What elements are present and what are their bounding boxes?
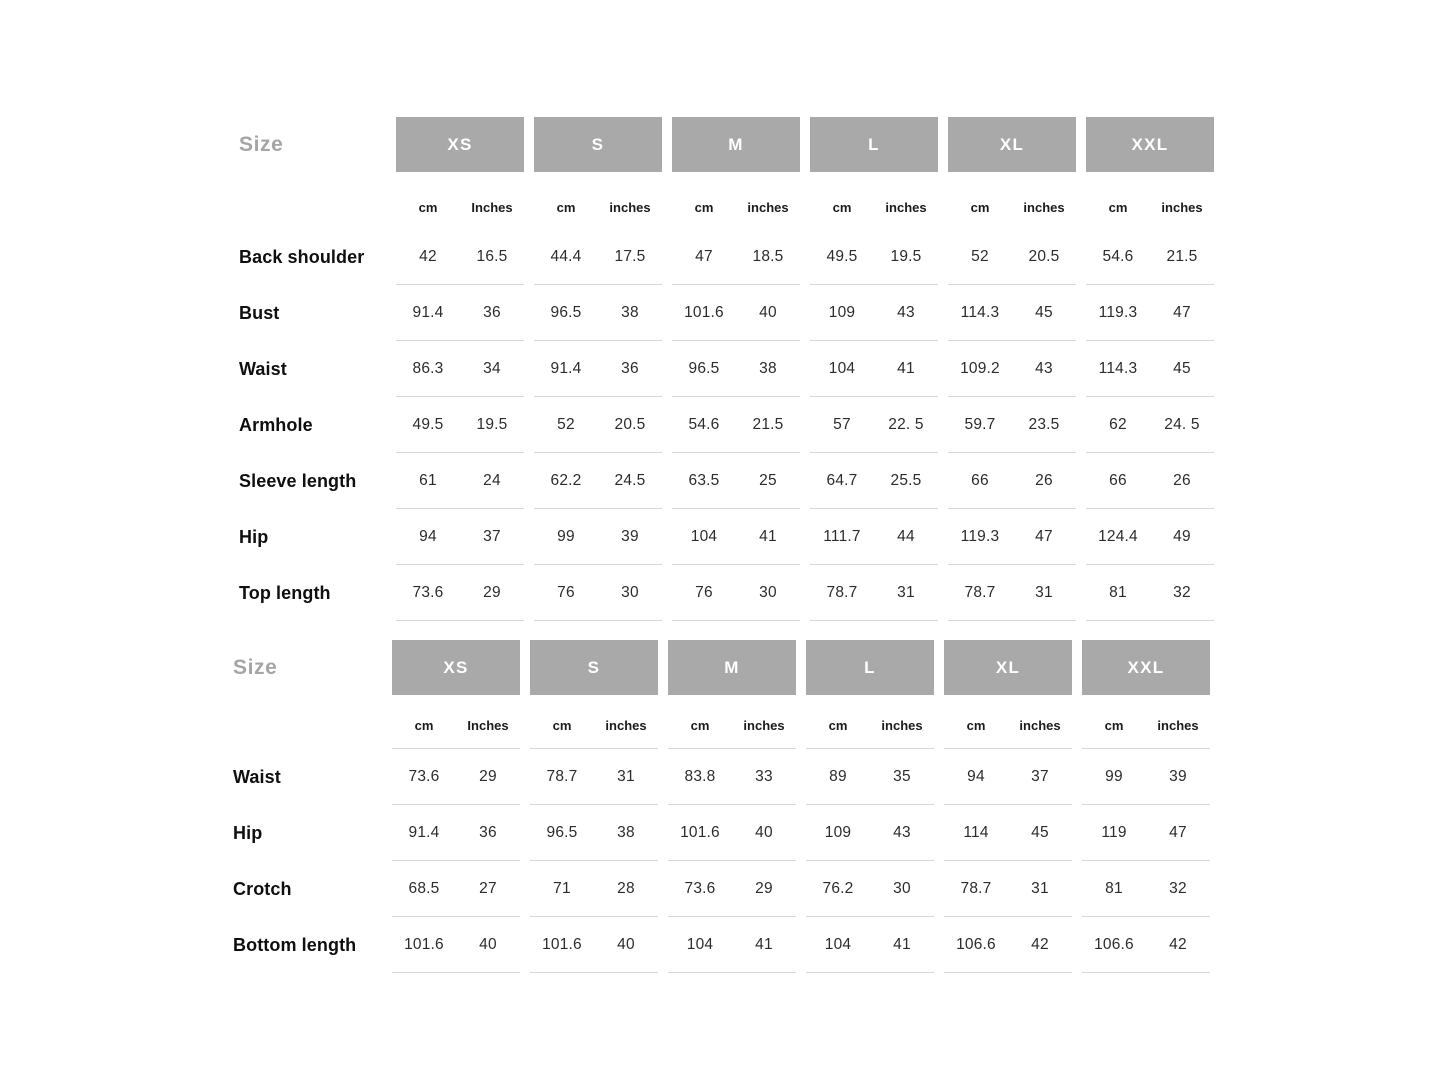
cm-value: 106.6 xyxy=(956,935,996,953)
cm-value: 52 xyxy=(971,247,989,265)
cm-unit-label: cm xyxy=(828,718,848,733)
size-group-l xyxy=(806,861,934,917)
size-header-xxl: XXL xyxy=(1082,640,1210,695)
size-group-xxl xyxy=(1086,453,1214,509)
size-header-xs: XS xyxy=(396,117,524,172)
size-title-cell xyxy=(0,640,392,695)
inches-unit-label: inches xyxy=(747,200,789,215)
cm-value: 73.6 xyxy=(408,767,440,785)
inches-value: 41 xyxy=(893,935,911,953)
cm-value: 99 xyxy=(1105,767,1123,785)
size-group-xl xyxy=(948,285,1076,341)
size-group-xs xyxy=(396,509,524,565)
row-label-cell xyxy=(0,805,392,861)
size-group-s xyxy=(534,229,662,285)
size-group-xl xyxy=(948,229,1076,285)
cm-value: 78.7 xyxy=(960,879,992,897)
table-row xyxy=(0,341,1445,397)
inches-value: 45 xyxy=(1173,359,1191,377)
size-group-s xyxy=(534,509,662,565)
inches-value: 45 xyxy=(1035,303,1053,321)
size-group-xxl xyxy=(1082,749,1210,805)
measurement-label: Back shoulder xyxy=(239,246,365,267)
cm-value: 78.7 xyxy=(546,767,578,785)
inches-value: 42 xyxy=(1031,935,1049,953)
unit-group-l xyxy=(810,172,938,229)
inches-value: 19.5 xyxy=(476,415,508,433)
size-group-xs xyxy=(396,565,524,621)
unit-group-xs xyxy=(396,172,524,229)
size-group-l xyxy=(810,285,938,341)
unit-group-m xyxy=(672,172,800,229)
cm-value: 49.5 xyxy=(412,415,444,433)
row-label-cell xyxy=(0,229,396,285)
inches-value: 32 xyxy=(1169,879,1187,897)
inches-value: 42 xyxy=(1169,935,1187,953)
measurement-label: Bust xyxy=(239,302,280,323)
inches-value: 20.5 xyxy=(1028,247,1060,265)
table-row xyxy=(0,229,1445,285)
table-row xyxy=(0,397,1445,453)
cm-value: 54.6 xyxy=(1102,247,1134,265)
cm-unit-label: cm xyxy=(1104,718,1124,733)
inches-value: 31 xyxy=(1035,583,1053,601)
inches-value: 40 xyxy=(617,935,635,953)
inches-unit-label: inches xyxy=(885,200,927,215)
row-label-cell xyxy=(0,397,396,453)
cm-value: 61 xyxy=(419,471,437,489)
size-group-s xyxy=(530,917,658,973)
size-group-m xyxy=(672,229,800,285)
size-group-xs xyxy=(392,917,520,973)
inches-value: 41 xyxy=(897,359,915,377)
cm-value: 106.6 xyxy=(1094,935,1134,953)
cm-value: 81 xyxy=(1109,583,1127,601)
inches-value: 36 xyxy=(479,823,497,841)
size-group-xs xyxy=(396,453,524,509)
inches-value: 31 xyxy=(1031,879,1049,897)
inches-unit-label: Inches xyxy=(471,200,513,215)
inches-value: 40 xyxy=(755,823,773,841)
cm-unit-label: cm xyxy=(418,200,438,215)
inches-unit-label: inches xyxy=(743,718,785,733)
measurement-label: Waist xyxy=(239,358,287,379)
cm-value: 119.3 xyxy=(1098,303,1138,321)
cm-value: 63.5 xyxy=(688,471,720,489)
size-group-m xyxy=(672,397,800,453)
cm-unit-label: cm xyxy=(552,718,572,733)
cm-value: 81 xyxy=(1105,879,1123,897)
unit-group-xl xyxy=(948,172,1076,229)
size-group-xl xyxy=(944,805,1072,861)
size-group-xs xyxy=(392,749,520,805)
cm-value: 114 xyxy=(963,823,989,841)
inches-unit-label: inches xyxy=(1157,718,1199,733)
cm-value: 94 xyxy=(419,527,437,545)
cm-value: 73.6 xyxy=(684,879,716,897)
size-group-s xyxy=(530,749,658,805)
inches-unit-label: inches xyxy=(1161,200,1203,215)
size-group-xs xyxy=(392,805,520,861)
cm-value: 71 xyxy=(553,879,571,897)
inches-value: 17.5 xyxy=(614,247,646,265)
cm-value: 111.7 xyxy=(823,527,861,545)
inches-unit-label: inches xyxy=(1019,718,1061,733)
size-header-xxl: XXL xyxy=(1086,117,1214,172)
size-group-xxl xyxy=(1086,565,1214,621)
size-column-title: Size xyxy=(233,655,278,679)
inches-value: 21.5 xyxy=(1166,247,1198,265)
size-group-m xyxy=(672,565,800,621)
inches-value: 43 xyxy=(893,823,911,841)
tops-size-table xyxy=(0,117,1445,621)
inches-value: 41 xyxy=(759,527,777,545)
units-row xyxy=(0,695,1445,749)
cm-value: 62 xyxy=(1109,415,1127,433)
inches-value: 47 xyxy=(1173,303,1191,321)
cm-value: 96.5 xyxy=(550,303,582,321)
size-group-m xyxy=(672,285,800,341)
cm-value: 76 xyxy=(557,583,575,601)
inches-value: 30 xyxy=(893,879,911,897)
measurement-label: Top length xyxy=(239,582,331,603)
cm-value: 104 xyxy=(690,527,718,545)
cm-unit-label: cm xyxy=(966,718,986,733)
cm-value: 91.4 xyxy=(550,359,582,377)
size-group-xl xyxy=(948,341,1076,397)
inches-value: 38 xyxy=(617,823,635,841)
cm-value: 64.7 xyxy=(826,471,858,489)
size-group-xxl xyxy=(1082,917,1210,973)
inches-value: 44 xyxy=(897,527,915,545)
inches-value: 47 xyxy=(1169,823,1187,841)
size-group-xl xyxy=(944,917,1072,973)
cm-value: 109.2 xyxy=(960,359,1000,377)
size-group-xl xyxy=(944,749,1072,805)
inches-value: 47 xyxy=(1035,527,1053,545)
size-group-s xyxy=(530,861,658,917)
size-group-xl xyxy=(948,565,1076,621)
cm-value: 91.4 xyxy=(408,823,440,841)
inches-unit-label: inches xyxy=(881,718,923,733)
cm-unit-label: cm xyxy=(832,200,852,215)
table-row xyxy=(0,861,1445,917)
unit-group-xs xyxy=(392,695,520,749)
cm-value: 114.3 xyxy=(960,303,1000,321)
inches-unit-label: inches xyxy=(605,718,647,733)
inches-value: 34 xyxy=(483,359,501,377)
inches-value: 40 xyxy=(479,935,497,953)
size-group-m xyxy=(668,749,796,805)
cm-value: 109 xyxy=(828,303,856,321)
inches-value: 43 xyxy=(1035,359,1053,377)
cm-value: 101.6 xyxy=(680,823,720,841)
size-group-xxl xyxy=(1086,509,1214,565)
cm-unit-label: cm xyxy=(690,718,710,733)
inches-value: 32 xyxy=(1173,583,1191,601)
inches-unit-label: inches xyxy=(609,200,651,215)
measurement-label: Crotch xyxy=(233,878,292,899)
size-group-m xyxy=(668,861,796,917)
unit-group-xl xyxy=(944,695,1072,749)
size-header-m: M xyxy=(668,640,796,695)
size-header-row xyxy=(0,640,1445,695)
size-group-xs xyxy=(396,341,524,397)
cm-value: 119.3 xyxy=(960,527,1000,545)
inches-value: 24 xyxy=(483,471,501,489)
cm-value: 101.6 xyxy=(542,935,582,953)
row-label-cell xyxy=(0,509,396,565)
size-header-m: M xyxy=(672,117,800,172)
cm-value: 76 xyxy=(695,583,713,601)
cm-value: 104 xyxy=(686,935,714,953)
size-group-s xyxy=(534,397,662,453)
unit-group-xxl xyxy=(1082,695,1210,749)
size-group-l xyxy=(806,917,934,973)
cm-value: 114.3 xyxy=(1098,359,1138,377)
table-row xyxy=(0,749,1445,805)
inches-value: 25.5 xyxy=(890,471,922,489)
inches-value: 24.5 xyxy=(614,471,646,489)
cm-value: 78.7 xyxy=(826,583,858,601)
inches-value: 21.5 xyxy=(752,415,784,433)
unit-group-s xyxy=(534,172,662,229)
size-header-s: S xyxy=(530,640,658,695)
cm-value: 44.4 xyxy=(550,247,582,265)
size-header-xs: XS xyxy=(392,640,520,695)
cm-value: 59.7 xyxy=(964,415,996,433)
size-group-l xyxy=(810,229,938,285)
cm-value: 83.8 xyxy=(684,767,716,785)
measurement-label: Hip xyxy=(233,822,263,843)
cm-value: 76.2 xyxy=(822,879,854,897)
cm-value: 78.7 xyxy=(964,583,996,601)
cm-value: 42 xyxy=(419,247,437,265)
size-group-xl xyxy=(948,453,1076,509)
inches-value: 31 xyxy=(897,583,915,601)
inches-value: 18.5 xyxy=(752,247,784,265)
inches-value: 24. 5 xyxy=(1164,415,1200,433)
size-group-xs xyxy=(396,397,524,453)
inches-value: 39 xyxy=(621,527,639,545)
cm-value: 104 xyxy=(828,359,856,377)
cm-unit-label: cm xyxy=(694,200,714,215)
size-group-xl xyxy=(944,861,1072,917)
table-row xyxy=(0,453,1445,509)
size-group-m xyxy=(672,453,800,509)
inches-value: 25 xyxy=(759,471,777,489)
inches-unit-label: Inches xyxy=(467,718,509,733)
size-title-cell xyxy=(0,117,396,172)
size-group-s xyxy=(534,285,662,341)
cm-value: 52 xyxy=(557,415,575,433)
cm-value: 109 xyxy=(824,823,852,841)
size-column-title: Size xyxy=(239,132,284,156)
size-group-xxl xyxy=(1086,341,1214,397)
inches-value: 26 xyxy=(1035,471,1053,489)
row-label-cell xyxy=(0,565,396,621)
row-label-cell xyxy=(0,453,396,509)
units-row-spacer xyxy=(0,695,392,749)
size-group-m xyxy=(668,805,796,861)
row-label-cell xyxy=(0,285,396,341)
size-group-xl xyxy=(948,397,1076,453)
inches-value: 19.5 xyxy=(890,247,922,265)
inches-value: 40 xyxy=(759,303,777,321)
size-group-l xyxy=(806,749,934,805)
cm-value: 99 xyxy=(557,527,575,545)
unit-group-s xyxy=(530,695,658,749)
inches-value: 28 xyxy=(617,879,635,897)
size-group-xxl xyxy=(1086,397,1214,453)
cm-unit-label: cm xyxy=(1108,200,1128,215)
size-header-row xyxy=(0,117,1445,172)
measurement-label: Bottom length xyxy=(233,934,357,955)
inches-value: 27 xyxy=(479,879,497,897)
inches-value: 31 xyxy=(617,767,635,785)
cm-value: 66 xyxy=(971,471,989,489)
size-group-xs xyxy=(392,861,520,917)
cm-value: 101.6 xyxy=(404,935,444,953)
size-group-m xyxy=(672,509,800,565)
measurement-label: Sleeve length xyxy=(239,470,357,491)
units-row-spacer xyxy=(0,172,396,229)
size-group-l xyxy=(810,453,938,509)
cm-value: 104 xyxy=(824,935,852,953)
cm-value: 94 xyxy=(967,767,985,785)
cm-value: 86.3 xyxy=(412,359,444,377)
measurement-label: Waist xyxy=(233,766,281,787)
cm-value: 73.6 xyxy=(412,583,444,601)
size-group-xxl xyxy=(1082,805,1210,861)
bottoms-size-table xyxy=(0,640,1445,973)
table-row xyxy=(0,285,1445,341)
size-group-xxl xyxy=(1082,861,1210,917)
measurement-label: Hip xyxy=(239,526,269,547)
measurement-label: Armhole xyxy=(239,414,313,435)
size-group-l xyxy=(810,341,938,397)
inches-value: 49 xyxy=(1173,527,1191,545)
cm-value: 49.5 xyxy=(826,247,858,265)
inches-value: 39 xyxy=(1169,767,1187,785)
size-group-m xyxy=(672,341,800,397)
cm-unit-label: cm xyxy=(556,200,576,215)
inches-value: 37 xyxy=(1031,767,1049,785)
size-group-s xyxy=(534,341,662,397)
inches-value: 26 xyxy=(1173,471,1191,489)
cm-value: 66 xyxy=(1109,471,1127,489)
cm-value: 91.4 xyxy=(412,303,444,321)
inches-value: 35 xyxy=(893,767,911,785)
inches-value: 38 xyxy=(621,303,639,321)
size-group-xs xyxy=(396,285,524,341)
size-header-xl: XL xyxy=(944,640,1072,695)
cm-value: 89 xyxy=(829,767,847,785)
size-group-xl xyxy=(948,509,1076,565)
cm-value: 54.6 xyxy=(688,415,720,433)
size-group-s xyxy=(534,453,662,509)
inches-value: 30 xyxy=(621,583,639,601)
size-group-l xyxy=(806,805,934,861)
inches-value: 23.5 xyxy=(1028,415,1060,433)
cm-unit-label: cm xyxy=(414,718,434,733)
size-group-xxl xyxy=(1086,285,1214,341)
size-group-l xyxy=(810,565,938,621)
cm-value: 47 xyxy=(695,247,713,265)
inches-value: 22. 5 xyxy=(888,415,924,433)
units-row xyxy=(0,172,1445,229)
inches-value: 29 xyxy=(755,879,773,897)
table-row xyxy=(0,917,1445,973)
cm-unit-label: cm xyxy=(970,200,990,215)
inches-value: 43 xyxy=(897,303,915,321)
inches-value: 16.5 xyxy=(476,247,508,265)
inches-value: 36 xyxy=(483,303,501,321)
cm-value: 62.2 xyxy=(550,471,582,489)
size-group-s xyxy=(534,565,662,621)
table-row xyxy=(0,805,1445,861)
size-header-l: L xyxy=(806,640,934,695)
inches-value: 41 xyxy=(755,935,773,953)
unit-group-l xyxy=(806,695,934,749)
cm-value: 68.5 xyxy=(408,879,440,897)
row-label-cell xyxy=(0,341,396,397)
size-group-l xyxy=(810,397,938,453)
inches-value: 20.5 xyxy=(614,415,646,433)
table-row xyxy=(0,565,1445,621)
cm-value: 124.4 xyxy=(1098,527,1138,545)
cm-value: 96.5 xyxy=(688,359,720,377)
unit-group-xxl xyxy=(1086,172,1214,229)
unit-group-m xyxy=(668,695,796,749)
size-group-m xyxy=(668,917,796,973)
inches-value: 29 xyxy=(479,767,497,785)
inches-value: 30 xyxy=(759,583,777,601)
size-group-xxl xyxy=(1086,229,1214,285)
table-row xyxy=(0,509,1445,565)
cm-value: 101.6 xyxy=(684,303,724,321)
row-label-cell xyxy=(0,861,392,917)
inches-value: 38 xyxy=(759,359,777,377)
size-header-l: L xyxy=(810,117,938,172)
cm-value: 119 xyxy=(1101,823,1127,841)
inches-unit-label: inches xyxy=(1023,200,1065,215)
row-label-cell xyxy=(0,749,392,805)
row-label-cell xyxy=(0,917,392,973)
cm-value: 96.5 xyxy=(546,823,578,841)
size-header-xl: XL xyxy=(948,117,1076,172)
size-header-s: S xyxy=(534,117,662,172)
inches-value: 33 xyxy=(755,767,773,785)
size-group-s xyxy=(530,805,658,861)
inches-value: 37 xyxy=(483,527,501,545)
cm-value: 57 xyxy=(833,415,851,433)
inches-value: 36 xyxy=(621,359,639,377)
size-group-l xyxy=(810,509,938,565)
inches-value: 45 xyxy=(1031,823,1049,841)
inches-value: 29 xyxy=(483,583,501,601)
size-group-xs xyxy=(396,229,524,285)
